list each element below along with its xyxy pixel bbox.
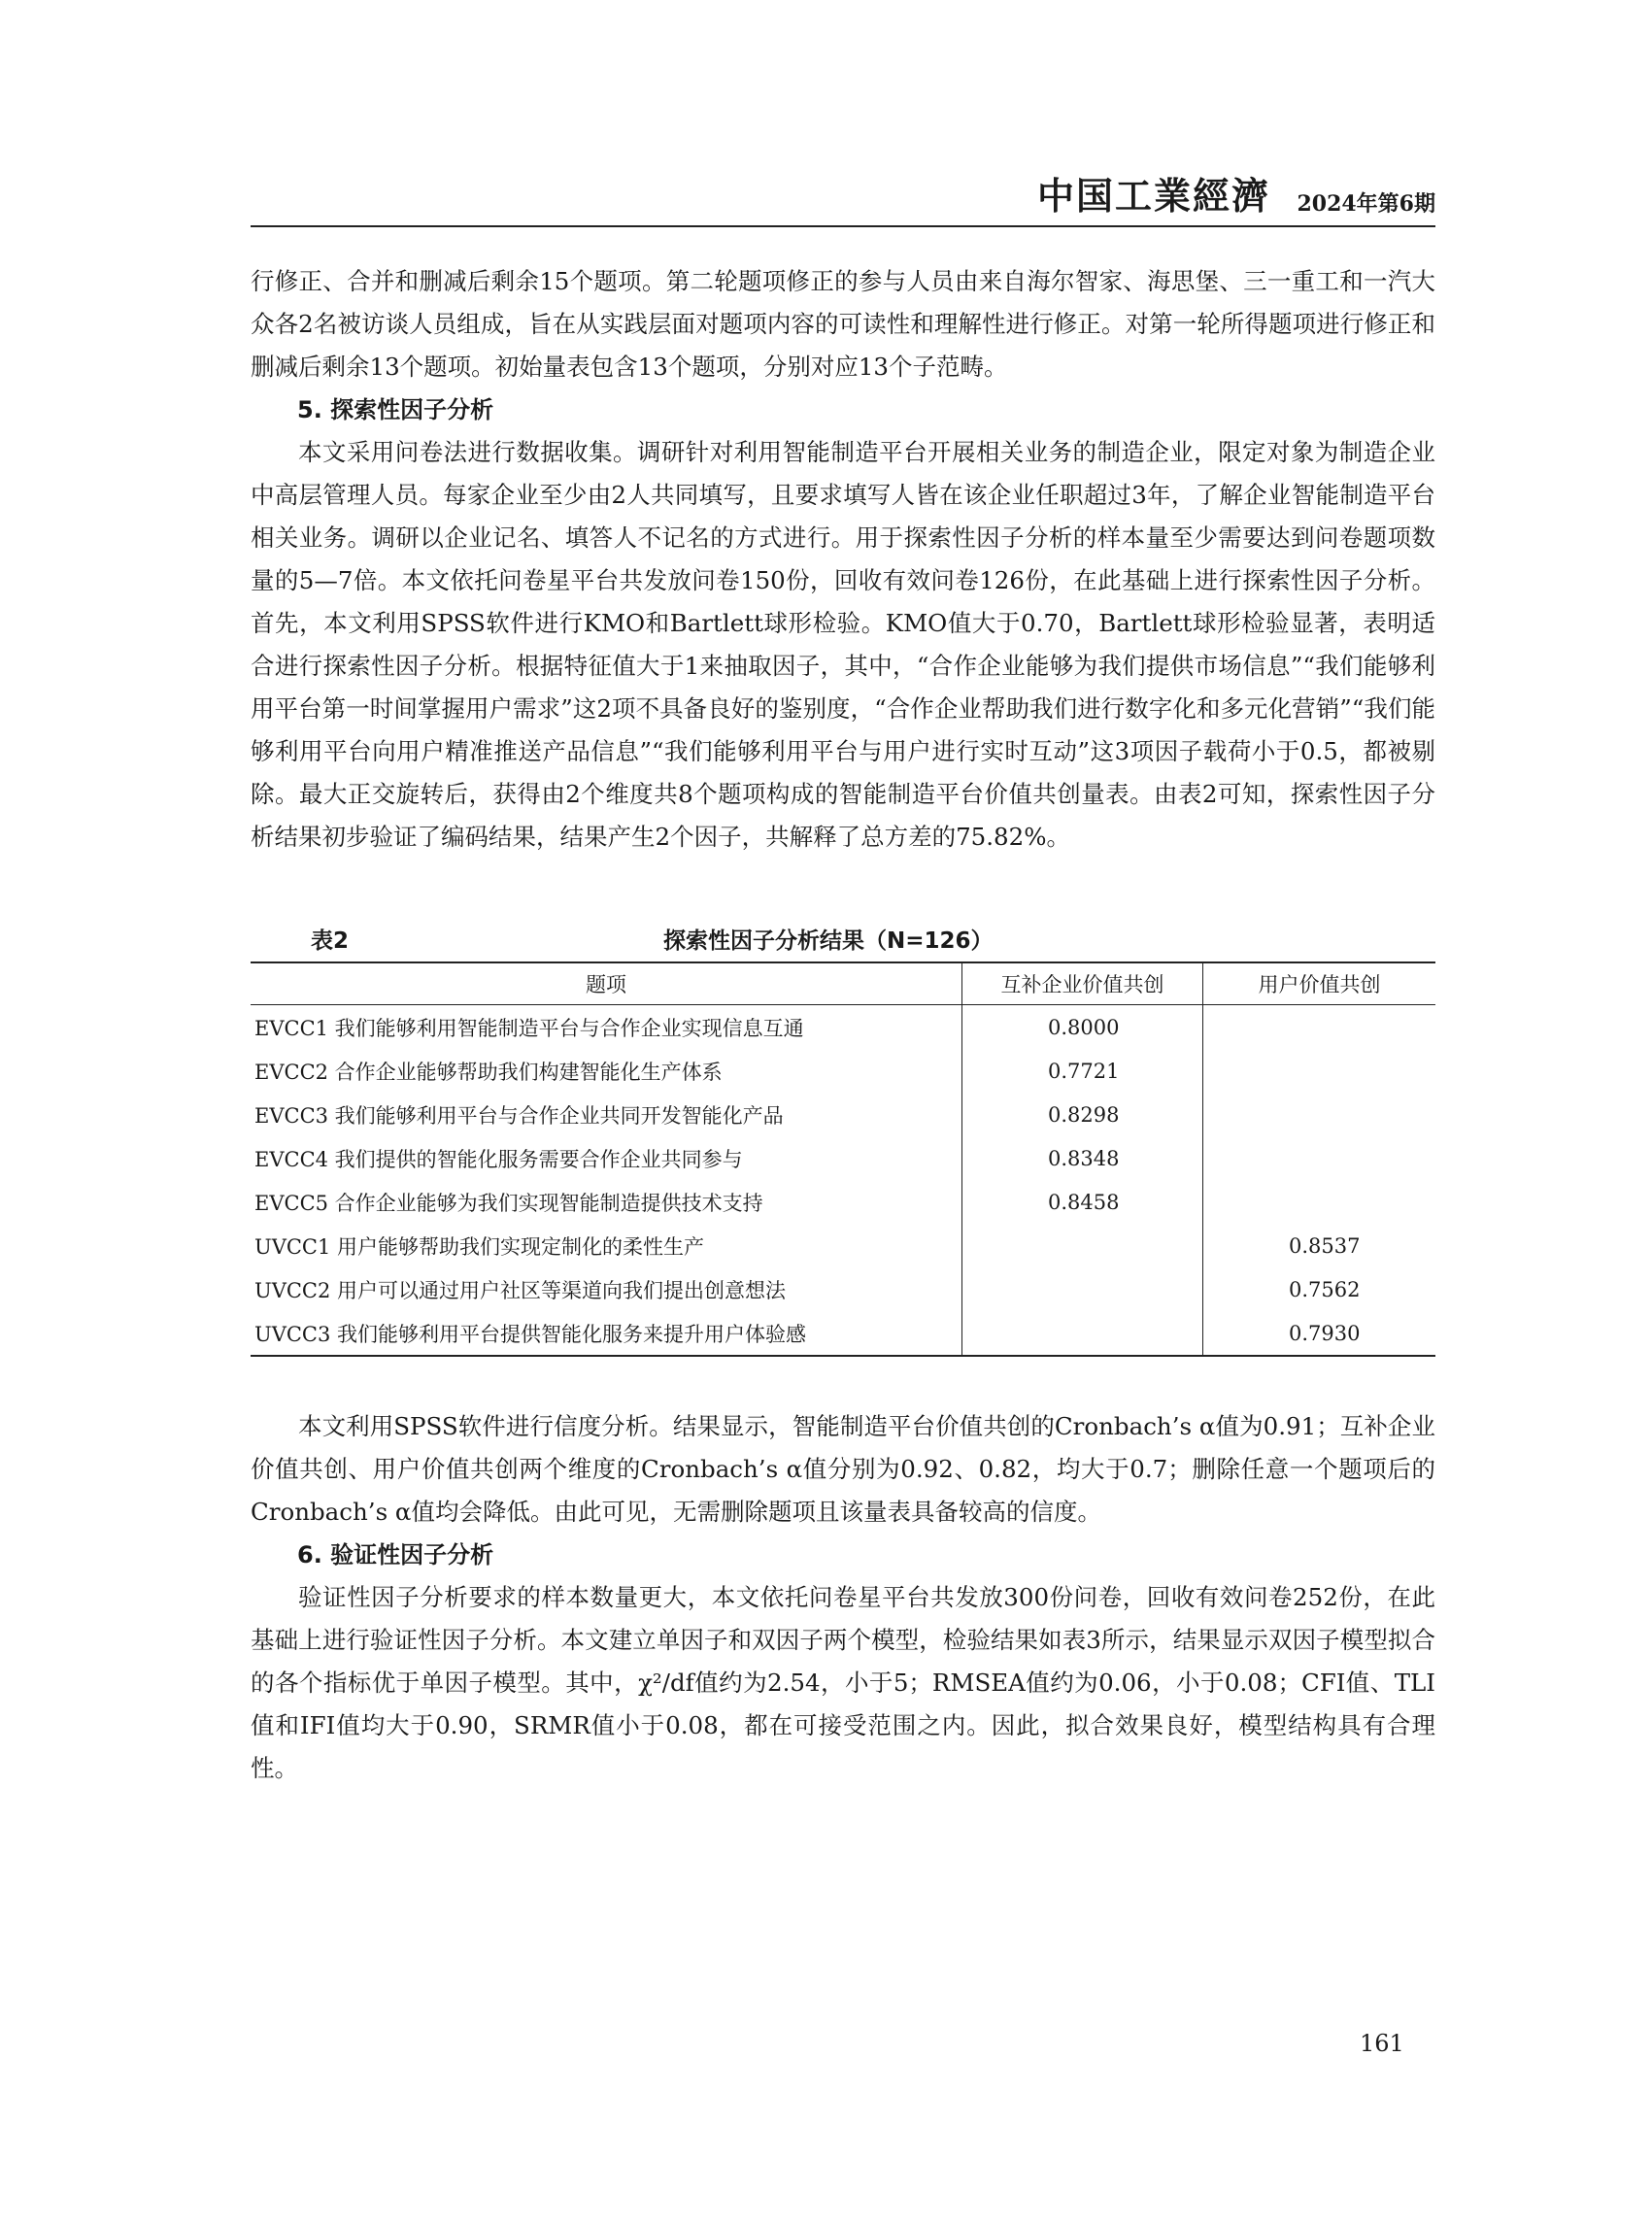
paragraph-cfa: 验证性因子分析要求的样本数量更大，本文依托问卷星平台共发放300份问卷，回收有效问卷252份，在此基础上进行验证性因子分析。本文建立单因子和双因子两个模型，检验结果如表3所示，结果显示双因子模型拟合的各个指标优于单因子模型。其中，χ²/df值约为2.54，小于5；RMSEA值约为0.06，小于0.08；CFI值、TLI值和IFI值均大于0.90，SRMR值小于0.08，都在可接受范围之内。因此，拟合效果良好，模型结构具有合理性。 [251,1583,1435,1782]
table-row [251,1049,1435,1093]
paragraph-continued: 行修正、合并和删减后剩余15个题项。第二轮题项修正的参与人员由来自海尔智家、海思堡、三一重工和一汽大众各2名被访谈人员组成，旨在从实践层面对题项内容的可读性和理解性进行修正。对第一轮所得题项进行修正和删减后剩余13个题项。初始量表包含13个题项，分别对应13个子范畴。 [251,267,1435,381]
efa-results-table [251,961,1435,1357]
header-user: 用户价值共创 [1203,962,1436,1005]
table-row [251,1180,1435,1224]
row-value-user: 0.8537 [1289,1233,1361,1258]
article-body [251,260,1435,1790]
row-value-user [1203,1180,1436,1224]
table-title: 探索性因子分析结果（N=126） [663,928,994,954]
table-row [251,1311,1435,1356]
section-heading-5: 5. 探索性因子分析 [297,396,494,423]
row-value-user: 0.7930 [1203,1311,1436,1356]
row-item: EVCC3 我们能够利用平台与合作企业共同开发智能化产品 [254,1103,784,1128]
row-item: UVCC1 用户能够帮助我们实现定制化的柔性生产 [254,1234,705,1259]
running-header [251,175,1435,227]
page-number: 161 [1360,2030,1404,2057]
row-value-user [1203,1049,1436,1093]
table-row [251,1136,1435,1180]
table-header-row [251,962,1435,1005]
row-value-user [1203,1093,1436,1136]
table-row [251,1224,1435,1267]
row-item: EVCC2 合作企业能够帮助我们构建智能化生产体系 [254,1060,723,1084]
table-caption [251,919,1435,958]
row-value-complementary: 0.8000 [962,1005,1203,1050]
journal-title: 中国工業經濟 [1036,175,1270,218]
paragraph-reliability: 本文利用SPSS软件进行信度分析。结果显示，智能制造平台价值共创的Cronbach’s α值为0.91；互补企业价值共创、用户价值共创两个维度的Cronbach’s α值分别为0.92、0.82，均大于0.7；删除任意一个题项后的Cronbach’s α值均会降低。由此可见，无需删除题项且该量表具备较高的信度。 [251,1412,1435,1526]
issue-label: 2024年第6期 [1297,191,1435,217]
table-row [251,1005,1435,1050]
row-value-user [1203,1136,1436,1180]
row-value-complementary [962,1224,1203,1267]
header-item: 题项 [251,962,962,1005]
row-value-complementary: 0.8298 [962,1093,1203,1136]
row-value-complementary [962,1311,1203,1356]
row-value-complementary: 0.7721 [962,1049,1203,1093]
header-complementary: 互补企业价值共创 [962,962,1203,1005]
row-item: UVCC2 用户可以通过用户社区等渠道向我们提出创意想法 [254,1278,787,1302]
row-value-complementary: 0.8348 [962,1136,1203,1180]
table-row [251,1267,1435,1311]
section-heading-6: 6. 验证性因子分析 [297,1541,494,1568]
row-item: UVCC3 我们能够利用平台提供智能化服务来提升用户体验感 [251,1311,962,1356]
table-number: 表2 [311,928,350,954]
table-row [251,1093,1435,1136]
row-item: EVCC1 我们能够利用智能制造平台与合作企业实现信息互通 [254,1016,804,1040]
row-value-user [1203,1005,1436,1050]
row-value-user: 0.7562 [1289,1277,1361,1301]
row-value-complementary: 0.8458 [962,1180,1203,1224]
row-value-complementary [962,1267,1203,1311]
row-item: EVCC5 合作企业能够为我们实现智能制造提供技术支持 [254,1191,763,1215]
paragraph-efa: 本文采用问卷法进行数据收集。调研针对利用智能制造平台开展相关业务的制造企业，限定对象为制造企业中高层管理人员。每家企业至少由2人共同填写，且要求填写人皆在该企业任职超过3年，了解企业智能制造平台相关业务。调研以企业记名、填答人不记名的方式进行。用于探索性因子分析的样本量至少需要达到问卷题项数量的5—7倍。本文依托问卷星平台共发放问卷150份，回收有效问卷126份，在此基础上进行探索性因子分析。首先，本文利用SPSS软件进行KMO和Bartlett球形检验。KMO值大于0.70，Bartlett球形检验显著，表明适合进行探索性因子分析。根据特征值大于1来抽取因子，其中，“合作企业能够为我们提供市场信息”“我们能够利用平台第一时间掌握用户需求”这2项不具备良好的鉴别度，“合作企业帮助我们进行数字化和多元化营销”“我们能够利用平台向用户精准推送产品信息”“我们能够利用平台与用户进行实时互动”这3项因子载荷小于0.5，都被剔除。最大正交旋转后，获得由2个维度共8个题项构成的智能制造平台价值共创量表。由表2可知，探索性因子分析结果初步验证了编码结果，结果产生2个因子，共解释了总方差的75.82%。 [251,438,1435,851]
row-item: EVCC4 我们提供的智能化服务需要合作企业共同参与 [254,1147,743,1171]
